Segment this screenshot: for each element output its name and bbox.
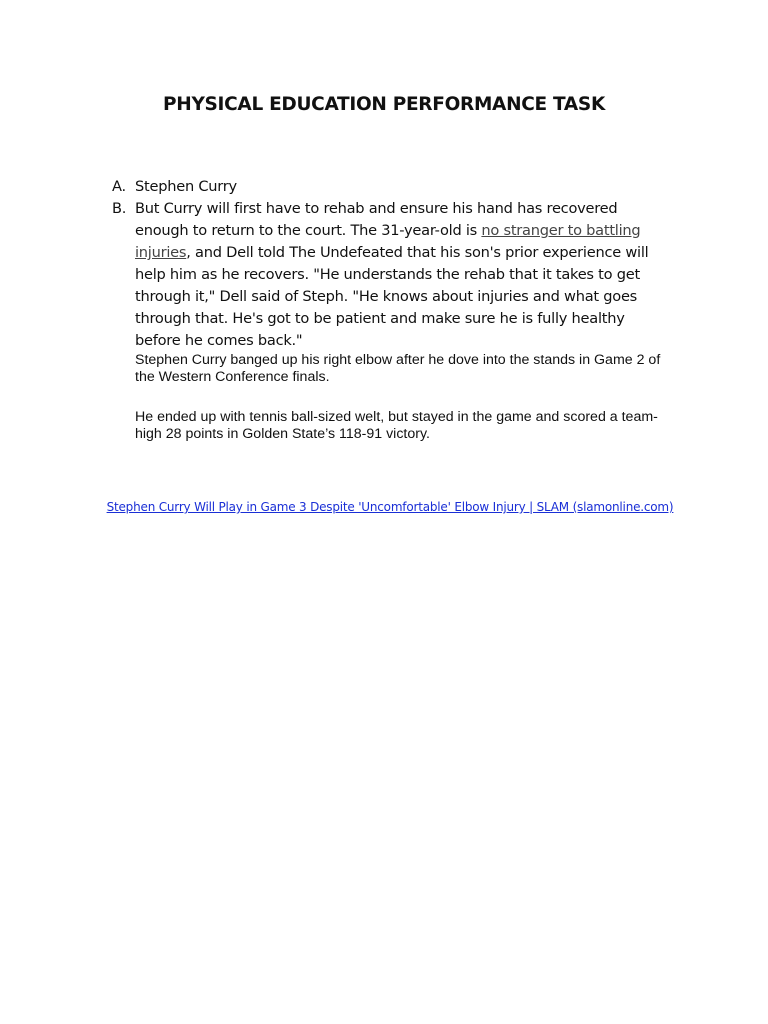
list-marker-a: A. [112, 178, 126, 195]
game-paragraph: He ended up with tennis ball-sized welt, but stayed in the game and scored a team-high 28 points in Golden State’s 118-91 victory. [135, 409, 658, 442]
injuries-link[interactable]: no stranger to battling injuries [135, 222, 641, 261]
answer-list [112, 176, 672, 352]
list-item-b-text-start: But Curry will first have to rehab and ensure his hand has recovered enough to return to the court. The 31-year-old is [135, 200, 618, 239]
list-item-a [112, 176, 672, 198]
page-title: PHYSICAL EDUCATION PERFORMANCE TASK [163, 94, 605, 115]
elbow-paragraph: Stephen Curry banged up his right elbow after he dove into the stands in Game 2 of the Western Conference finals. [135, 352, 661, 385]
list-item-b [112, 198, 672, 352]
source-link[interactable]: Stephen Curry Will Play in Game 3 Despite 'Uncomfortable' Elbow Injury | SLAM (slamonline.com) [106, 500, 674, 514]
list-item-b-text-end: , and Dell told The Undefeated that his son's prior experience will help him as he recovers. "He understands the rehab that it takes to get through it," Dell said of Steph. "He knows about injuries and what goes through that. He's got to be patient and make sure he is fully healthy before he comes back." [135, 244, 649, 349]
list-item-b-text [135, 198, 672, 352]
list-item-a-text: Stephen Curry [135, 178, 237, 195]
list-marker-b: B. [112, 200, 127, 217]
